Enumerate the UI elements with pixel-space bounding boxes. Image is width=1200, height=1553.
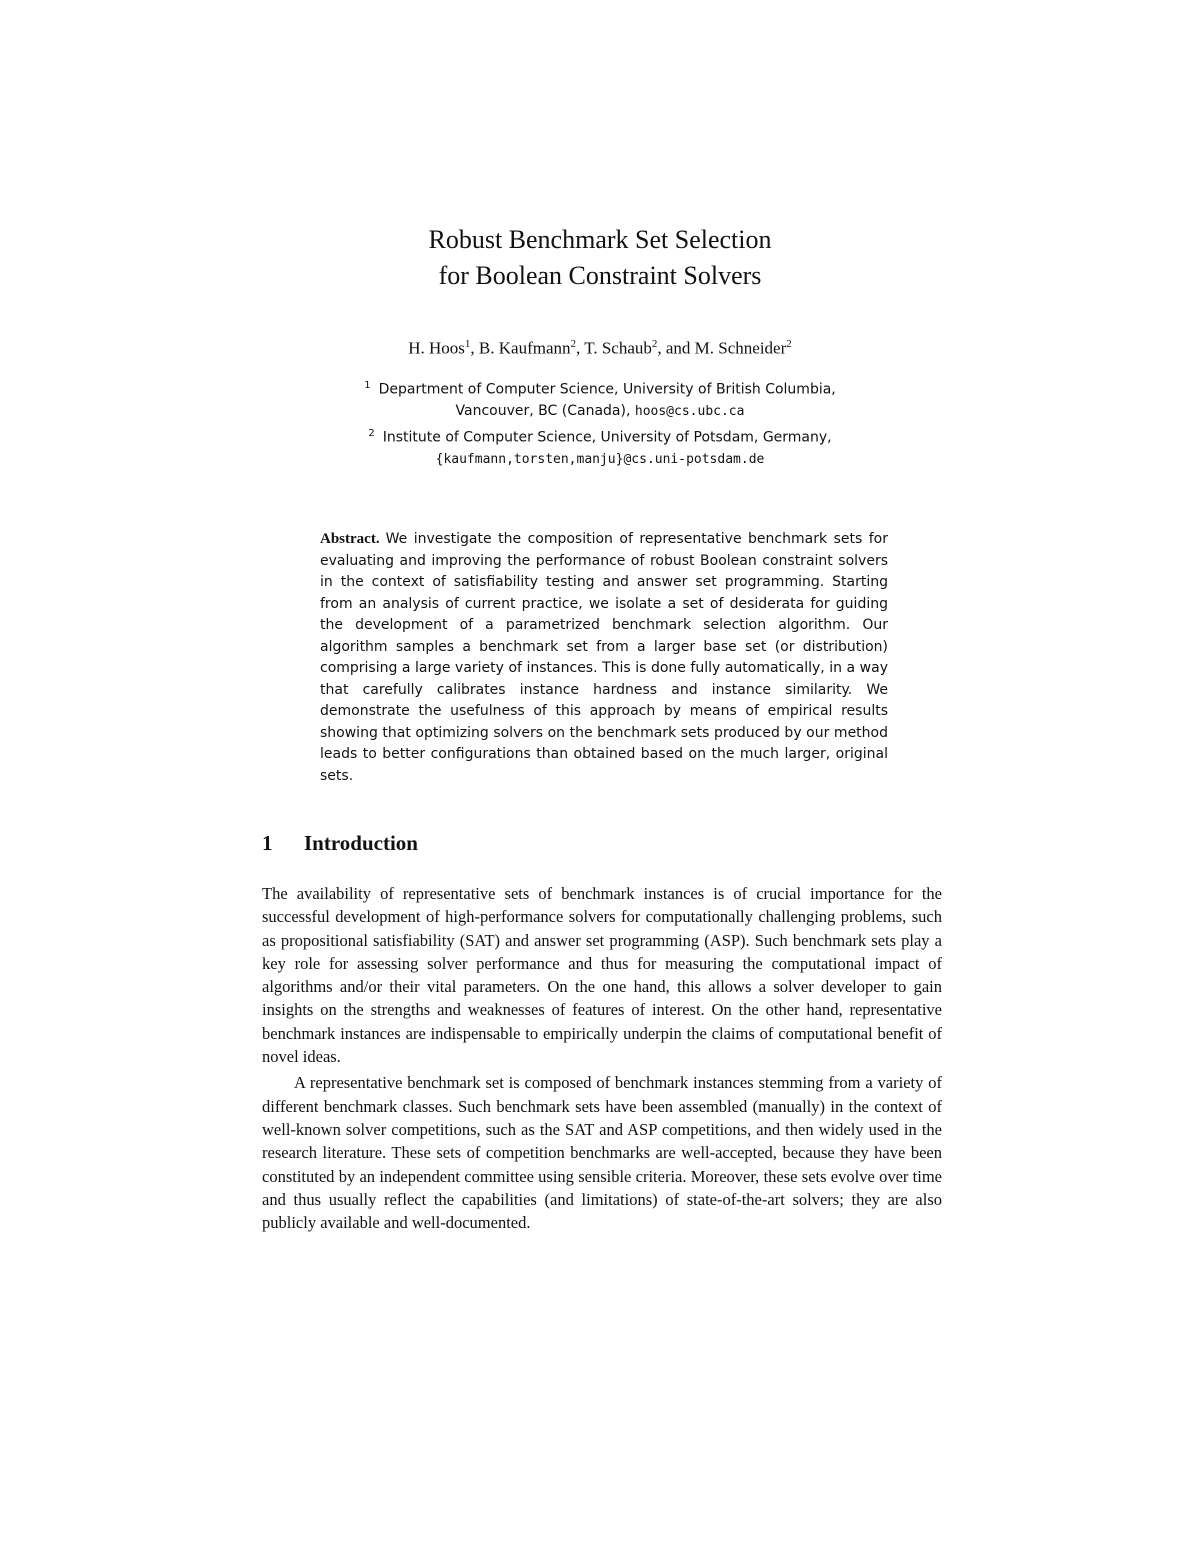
paragraph: A representative benchmark set is composed of benchmark instances stemming from a variety of different benchmark classes. Such benchmark sets have been assembled (manually) in the context of well-known solver competitions, such as the SAT and ASP competitions, and then widely used in the research literature. These sets of competition benchmarks are well-accepted, because they have been constituted by an independent committee using sensible criteria. Moreover, these sets evolve over time and thus usually reflect the capabilities (and limitations) of state-of-the-art solvers; they are also publicly available and well-documented. [262, 1073, 942, 1233]
title-line-2: for Boolean Constraint Solvers [438, 261, 762, 290]
abstract-label: Abstract. [320, 531, 380, 547]
affiliation-1-line-1 [0, 375, 1200, 401]
affiliation-text: Department of Computer Science, University of British Columbia, [378, 381, 836, 398]
affiliation-1-line-2 [0, 401, 1200, 423]
author-separator: , and [657, 338, 695, 358]
author-separator: , [576, 338, 585, 358]
title-line-1: Robust Benchmark Set Selection [428, 225, 772, 254]
affiliation-email: hoos@cs.ubc.ca [634, 404, 745, 420]
author-name: B. Kaufmann [478, 338, 571, 358]
abstract [320, 529, 888, 787]
section-heading [262, 828, 418, 858]
section-number: 1 [262, 831, 273, 855]
body-text [262, 882, 942, 1234]
author-affiliation-mark: 1 [464, 338, 471, 350]
paragraph: The availability of representative sets of benchmark instances is of crucial importance for the successful development of high-performance solvers for computationally challenging problems, such as propositional satisfiability (SAT) and answer set programming (ASP). Such benchmark sets play a key role for assessing solver performance and thus for measuring the computational impact of algorithms and/or their vital parameters. On the one hand, this allows a solver developer to gain insights on the strengths and weaknesses of features of interest. On the other hand, representative benchmark instances are indispensable to empirically underpin the claims of computational benefit of novel ideas. [262, 884, 942, 1067]
affiliation-2-line-1 [0, 423, 1200, 449]
author-affiliation-mark: 2 [651, 338, 658, 350]
author-name: H. Hoos [408, 338, 465, 358]
author-affiliation-mark: 2 [570, 338, 576, 350]
abstract-text: We investigate the composition of representative benchmark sets for evaluating and improving the performance of robust Boolean constraint solvers in the context of satisfiability testing and answer set programming. Starting from an analysis of current practice, we isolate a set of desiderata for guiding the development of a parametrized benchmark selection algorithm. Our algorithm samples a benchmark set from a larger base set (or distribution) comprising a large variety of instances. This is done fully automatically, in a way that carefully calibrates instance hardness and instance similarity. We demonstrate the usefulness of this approach by means of empirical results showing that optimizing solvers on the benchmark sets produced by our method leads to better configurations than obtained based on the much larger, original sets. [320, 531, 888, 784]
affiliation-text: Institute of Computer Science, University of Potsdam, Germany, [382, 429, 832, 446]
affiliation-email: {kaufmann,torsten,manju}@cs.uni-potsdam.de [435, 451, 765, 467]
affiliation-mark: 1 [364, 380, 371, 391]
author-affiliation-mark: 2 [786, 338, 792, 350]
affiliation-2-line-2 [0, 449, 1200, 471]
author-name: M. Schneider [694, 338, 787, 358]
author-list [0, 332, 1200, 361]
affiliation-location: Vancouver, BC (Canada), [455, 403, 635, 420]
section-title: Introduction [304, 831, 418, 855]
affiliation-mark: 2 [368, 427, 375, 439]
affiliations [0, 375, 1200, 470]
paper-title [0, 222, 1200, 294]
author-separator: , [470, 338, 479, 358]
author-name: T. Schaub [584, 338, 652, 358]
